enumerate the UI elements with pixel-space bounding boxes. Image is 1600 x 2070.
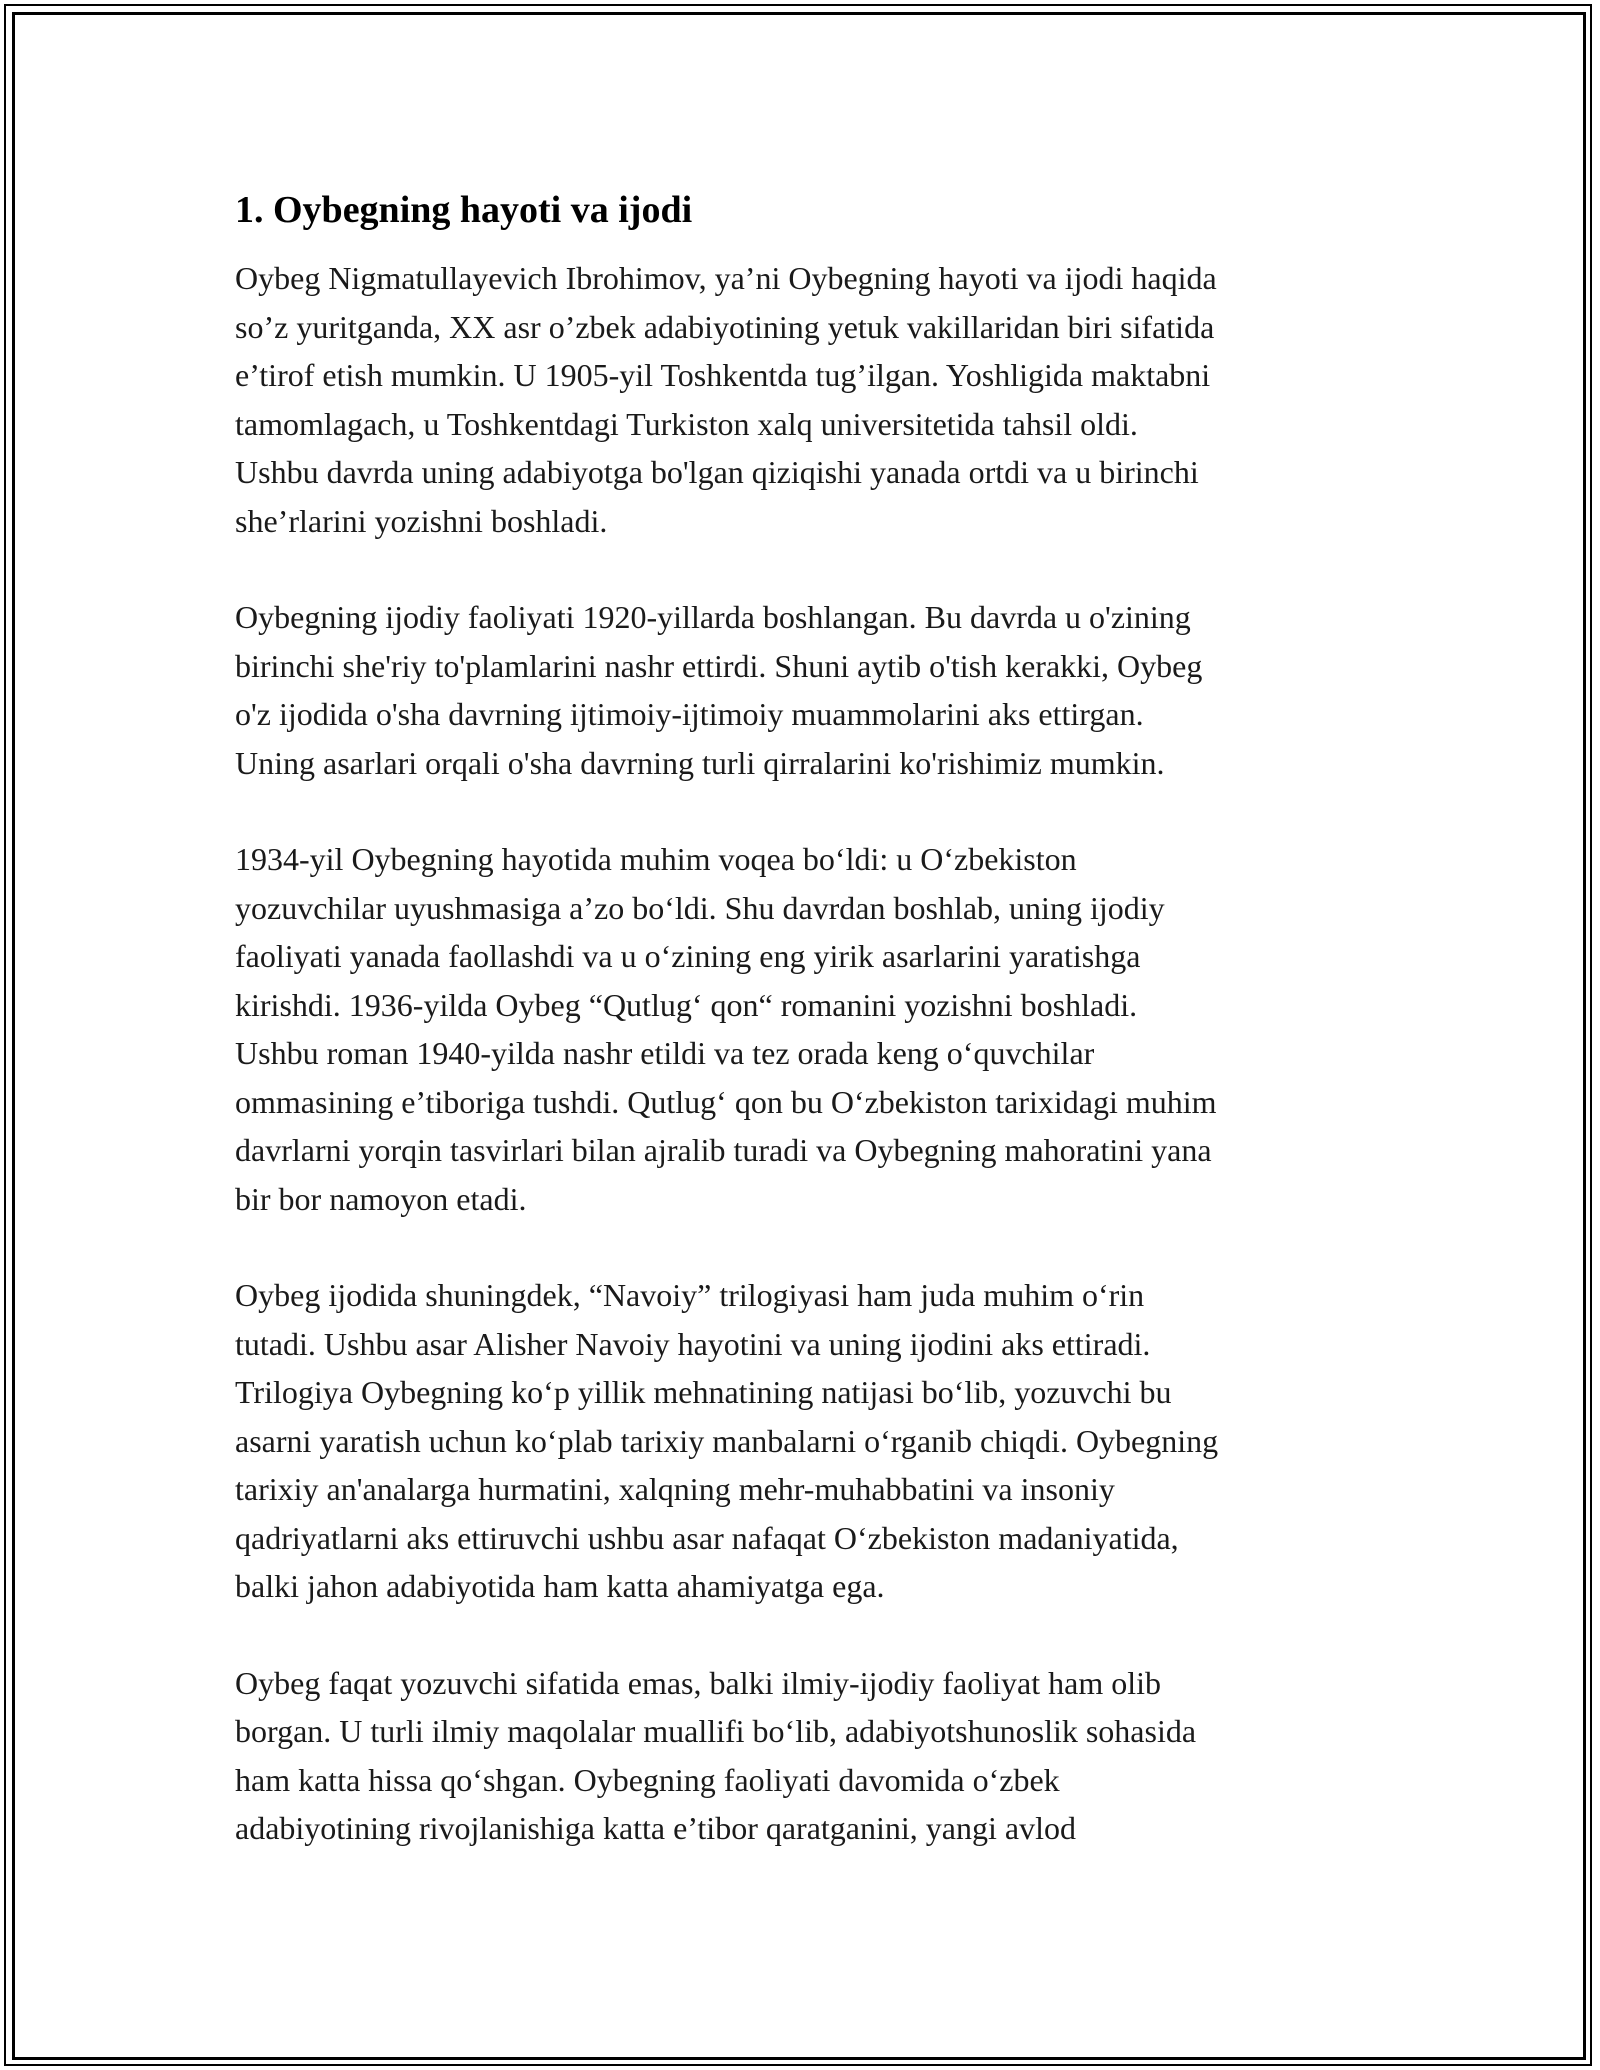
text-line: faoliyati yanada faollashdi va u o‘zining eng yirik asarlarini yaratishga <box>235 938 1141 974</box>
text-line: borgan. U turli ilmiy maqolalar muallifi bo‘lib, adabiyotshunoslik sohasida <box>235 1713 1197 1749</box>
text-line: ham katta hissa qo‘shgan. Oybegning faoliyati davomida o‘zbek <box>235 1761 1060 1798</box>
text-line: Trilogiya Oybegning ko‘p yillik mehnatining natijasi bo‘lib, yozuvchi bu <box>235 1374 1172 1410</box>
text-line: qadriyatlarni aks ettiruvchi ushbu asar nafaqat O‘zbekiston madaniyatida, <box>235 1519 1179 1556</box>
text-line: balki jahon adabiyotida ham katta ahamiyatga ega. <box>235 1568 885 1604</box>
text-line: kirishdi. 1936-yilda Oybeg “Qutlug‘ qon“ romanini yozishni boshladi. <box>235 986 1138 1023</box>
paragraphs-container <box>235 254 1375 1853</box>
text-line: Oybeg faqat yozuvchi sifatida emas, balki ilmiy-ijodiy faoliyat ham olib <box>235 1664 1161 1701</box>
paragraph-4 <box>235 1271 1375 1611</box>
section-heading: 1. Oybegning hayoti va ijodi <box>235 189 693 231</box>
text-line: she’rlarini yozishni boshladi. <box>235 502 608 539</box>
text-line: ommasining e’tiboriga tushdi. Qutlug‘ qon bu O‘zbekiston tarixidagi muhim <box>235 1083 1217 1120</box>
text-line: asarni yaratish uchun ko‘plab tarixiy manbalarni o‘rganib chiqdi. Oybegning <box>235 1422 1219 1459</box>
text-line: birinchi she'riy to'plamlarini nashr ettirdi. Shuni aytib o'tish kerakki, Oybeg <box>235 647 1203 684</box>
text-line: davrlarni yorqin tasvirlari bilan ajralib turadi va Oybegning mahoratini yana <box>235 1132 1212 1168</box>
paragraph-3 <box>235 835 1375 1223</box>
text-line: so’z yuritganda, XX asr o’zbek adabiyotining yetuk vakillaridan biri sifatida <box>235 308 1215 345</box>
text-line: tarixiy an'analarga hurmatini, xalqning mehr-muhabbatini va insoniy <box>235 1471 1115 1507</box>
document-body <box>235 186 1375 1901</box>
text-line: Oybegning ijodiy faoliyati 1920-yillarda boshlangan. Bu davrda u o'zining <box>235 599 1191 635</box>
text-line: adabiyotining rivojlanishiga katta e’tibor qaratganini, yangi avlod <box>235 1810 1076 1846</box>
text-line: Oybeg Nigmatullayevich Ibrohimov, ya’ni Oybegning hayoti va ijodi haqida <box>235 260 1217 296</box>
text-line: Oybeg ijodida shuningdek, “Navoiy” trilogiyasi ham juda muhim o‘rin <box>235 1277 1145 1313</box>
paragraph-5 <box>235 1659 1375 1853</box>
text-line: Ushbu davrda uning adabiyotga bo'lgan qiziqishi yanada ortdi va u birinchi <box>235 454 1199 490</box>
paragraph-2 <box>235 593 1375 787</box>
text-line: Ushbu roman 1940-yilda nashr etildi va tez orada keng o‘quvchilar <box>235 1035 1095 1071</box>
text-line: 1934-yil Oybegning hayotida muhim voqea bo‘ldi: u O‘zbekiston <box>235 841 1077 877</box>
text-line: o'z ijodida o'sha davrning ijtimoiy-ijtimoiy muammolarini aks ettirgan. <box>235 696 1144 732</box>
text-line: bir bor namoyon etadi. <box>235 1180 527 1217</box>
text-line: Uning asarlari orqali o'sha davrning turli qirralarini ko'rishimiz mumkin. <box>235 744 1165 781</box>
paragraph-1 <box>235 254 1375 545</box>
text-line: tamomlagach, u Toshkentdagi Turkiston xalq universitetida tahsil oldi. <box>235 405 1138 442</box>
text-line: tutadi. Ushbu asar Alisher Navoiy hayotini va uning ijodini aks ettiradi. <box>235 1325 1151 1362</box>
text-line: yozuvchilar uyushmasiga a’zo bo‘ldi. Shu davrdan boshlab, uning ijodiy <box>235 889 1165 926</box>
text-line: e’tirof etish mumkin. U 1905-yil Toshkentda tug’ilgan. Yoshligida maktabni <box>235 357 1211 393</box>
